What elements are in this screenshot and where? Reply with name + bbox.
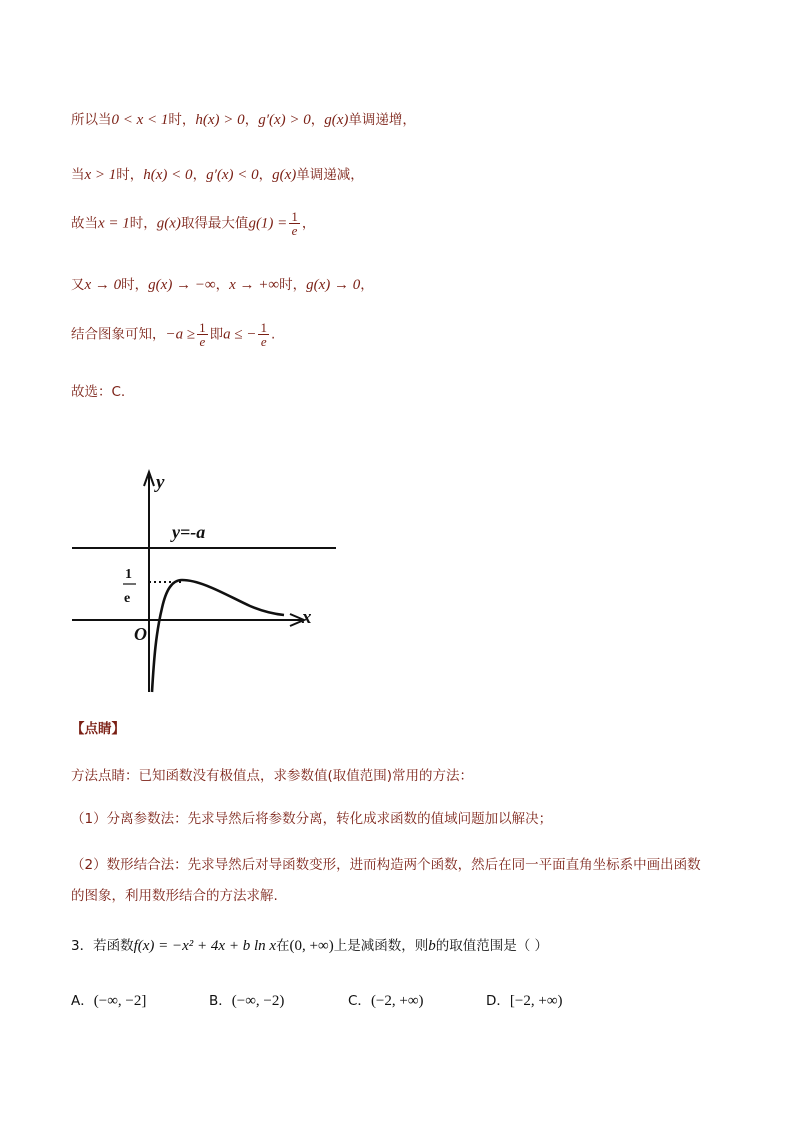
period: . (270, 326, 276, 343)
function-graph (68, 468, 348, 696)
fraction-numerator: 1 (260, 320, 267, 335)
text: 所以当 (71, 112, 112, 128)
math-condition: x > 1 (84, 167, 117, 183)
comma: ， (192, 167, 207, 183)
solution-line-2 (71, 163, 364, 184)
math-condition: 0 < x < 1 (111, 112, 169, 128)
max-value-numerator: 1 (125, 567, 132, 582)
math-inequality: −a ≥ (165, 326, 196, 343)
solution-line-5 (71, 321, 275, 348)
fraction-denominator: e (291, 223, 298, 238)
text: 时， (129, 215, 157, 232)
fraction-one-over-e (258, 321, 269, 348)
text: 取得最大值 (180, 215, 249, 232)
max-value-denominator: e (124, 591, 131, 606)
text: 单调递减， (296, 167, 364, 183)
fraction-one-over-e (289, 210, 300, 237)
curve-g (152, 580, 284, 692)
fraction-numerator: 1 (199, 320, 206, 335)
math-h: h(x) < 0 (143, 167, 193, 183)
math-g-prime: g′(x) > 0 (258, 112, 311, 128)
option-value: (−∞, −2] (93, 993, 147, 1009)
text: 故当 (71, 215, 98, 232)
text: 时， (279, 277, 307, 293)
option-letter: B． (209, 993, 232, 1009)
question-text: 上是减函数，则 (333, 938, 429, 954)
math-limit: g(x) → −∞ (148, 277, 216, 293)
option-b[interactable] (209, 989, 284, 1010)
math-condition: x = 1 (98, 215, 130, 232)
option-letter: D． (486, 993, 510, 1009)
option-a[interactable] (71, 989, 146, 1010)
remark-method-2-line-2: 的图象，利用数形结合的方法求解. (71, 888, 278, 904)
y-axis-label: y (156, 472, 165, 493)
fraction-denominator: e (199, 334, 206, 349)
remark-method-1: （1）分离参数法：先求导然后将参数分离，转化成求函数的值域问题加以解决； (71, 811, 553, 827)
option-value: (−2, +∞) (370, 993, 424, 1009)
question-text: 在 (276, 938, 290, 954)
line-label: y=-a (172, 522, 206, 542)
question-function: f(x) = −x² + 4x + b ln x (133, 938, 277, 954)
comma: ， (310, 112, 325, 128)
question-variable: b (428, 938, 436, 954)
comma: ， (301, 215, 316, 232)
option-value: [−2, +∞) (509, 993, 563, 1009)
option-d[interactable] (486, 989, 563, 1010)
math-inequality: a ≤ − (223, 326, 257, 343)
fraction-denominator: e (260, 334, 267, 349)
math-condition: x → 0 (84, 277, 122, 293)
solution-line-1 (71, 108, 416, 129)
option-value: (−∞, −2) (231, 993, 285, 1009)
comma: ， (258, 167, 273, 183)
text: 时， (168, 112, 196, 128)
text: 即 (209, 326, 224, 343)
text: 时， (121, 277, 149, 293)
text: 当 (71, 167, 85, 183)
math-condition: x → +∞ (229, 277, 280, 293)
option-c[interactable] (348, 989, 424, 1010)
math-g-prime: g′(x) < 0 (206, 167, 259, 183)
fraction-numerator: 1 (291, 209, 298, 224)
remark-intro: 方法点睛：已知函数没有极值点，求参数值(取值范围)常用的方法： (71, 768, 474, 784)
math-g: g(x) (156, 215, 181, 232)
math-g: g(x) (324, 112, 349, 128)
text: 单调递增， (348, 112, 416, 128)
question-interval: (0, +∞) (289, 938, 334, 954)
solution-line-4 (71, 273, 374, 294)
solution-line-3 (71, 210, 315, 237)
comma: ， (215, 277, 230, 293)
math-limit: g(x) → 0 (306, 277, 361, 293)
solution-answer: 故选：C. (71, 384, 126, 400)
question-text: 的取值范围是（ ） (435, 938, 548, 954)
math-g: g(x) (272, 167, 297, 183)
remark-method-2-line-1: （2）数形结合法：先求导然后对导函数变形，进而构造两个函数，然后在同一平面直角坐标系中画出函数 (71, 857, 701, 873)
comma: ， (360, 277, 374, 293)
origin-label: O (134, 624, 147, 644)
text: 又 (71, 277, 85, 293)
question-text: 3．若函数 (71, 938, 134, 954)
comma: ， (244, 112, 259, 128)
fraction-one-over-e (197, 321, 208, 348)
x-axis-label: x (302, 607, 312, 628)
math-max-value: g(1) = (248, 215, 288, 232)
option-letter: C． (348, 993, 371, 1009)
math-h: h(x) > 0 (195, 112, 245, 128)
text: 时， (116, 167, 144, 183)
option-letter: A． (71, 993, 94, 1009)
text: 结合图象可知， (71, 326, 166, 343)
question-3 (71, 934, 548, 955)
remark-heading: 【点睛】 (71, 721, 125, 737)
